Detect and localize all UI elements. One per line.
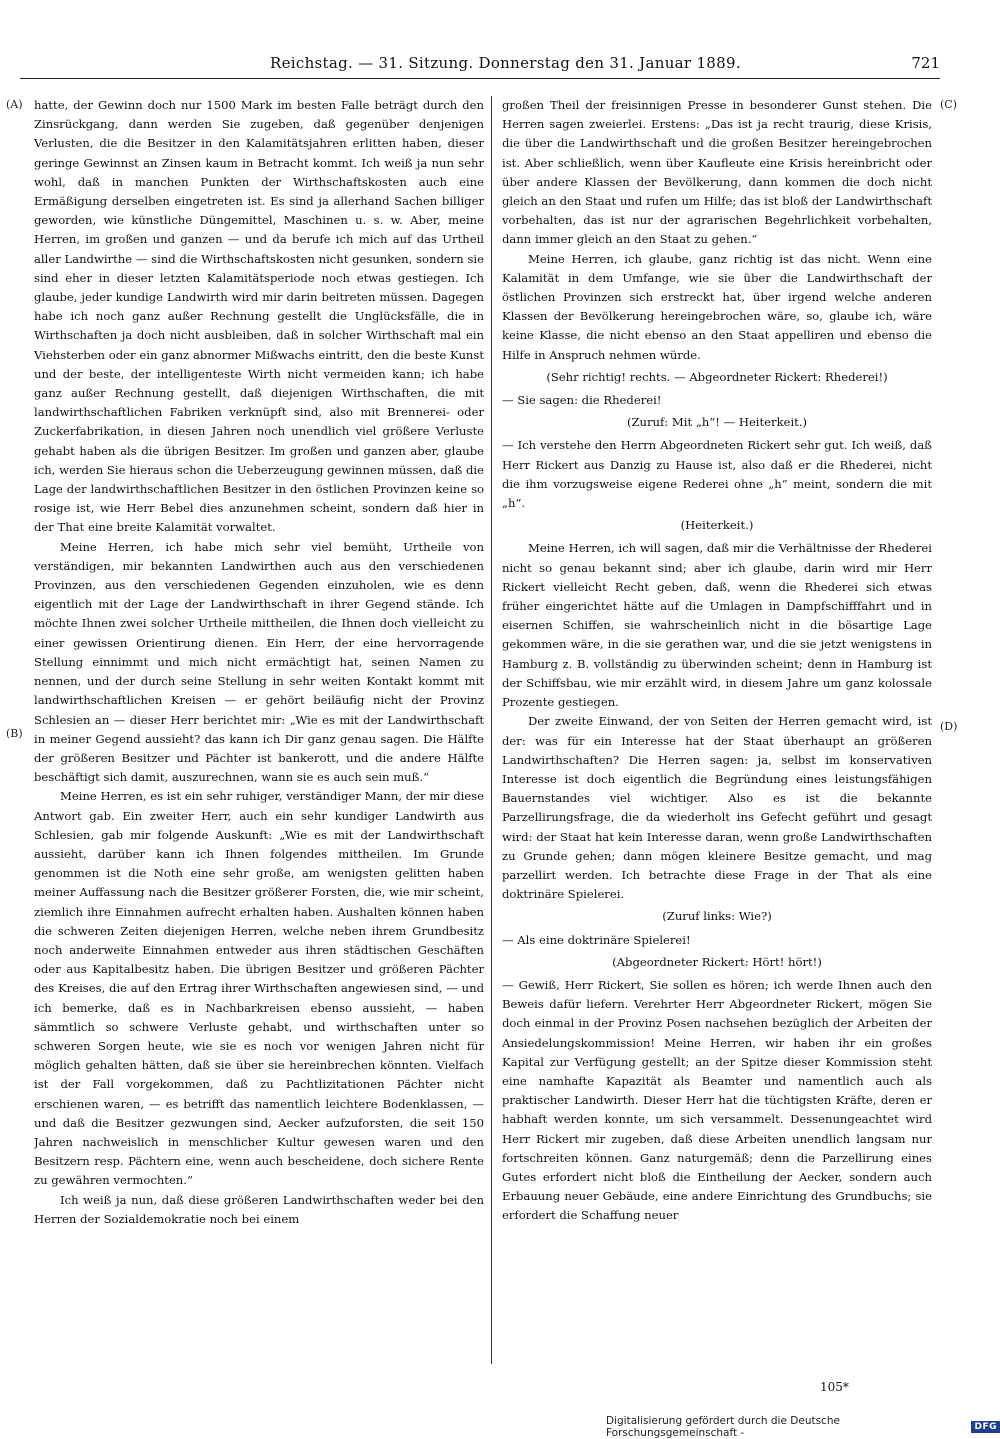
interjection: (Heiterkeit.) [680,518,754,533]
paragraph: Meine Herren, es ist ein sehr ruhiger, verständiger Mann, der mir diese Antwort gab. Ein zweiter Herr, auch ein sehr kundiger Landwirth aus Schlesien, gab mir folgende Auskunft: „Wie es mit der Landwirthschaft aussieht, darüber kann ich Ihnen folgendes mittheilen. Im Grunde genommen ist die Noth eine sehr große, am wenigsten gelitten haben meiner Auffassung nach die Besitzer größerer Forsten, die, wie mir scheint, ziemlich ihre Einnahmen aufrecht erhalten haben. Aushalten können haben die schweren Zeiten diejenigen Herren, welche neben ihrem Grundbesitz noch anderweite Einnahmen entweder aus ihren städtischen Geschäften oder aus Kapitalbesitz haben. Die übrigen Besitzer und größeren Pächter des Kreises, die auf den Ertrag ihrer Wirthschaften angewiesen sind, — und ich bemerke, daß es in Nachbarkreisen ebenso aussieht, — haben sämmtlich so schwere Verluste gehabt, und wirthschaften unter so schweren Sorgen heute, wie sie es noch vor wenigen Jahren nicht für möglich gehalten hätten, daß sie über sie hereinbrechen könnten. Vielfach ist der Fall vorgekommen, daß zu Pachtlizitationen Pächter nicht erschienen waren, — es betrifft das namentlich leichtere Bodenklassen, — und daß die Besitzer gezwungen sind, Aecker aufzuforsten, die seit 150 Jahren nachweislich in menschlicher Kultur gewesen waren und den Besitzern resp. Pächtern eine, wenn auch bescheidene, doch sichere Rente zu gewähren vermochten.“ [34,789,484,1188]
margin-marker-c: (C) [940,98,957,111]
right-column [502,96,932,1366]
signature-mark: 105* [820,1380,849,1394]
paragraph: — Gewiß, Herr Rickert, Sie sollen es hören; ich werde Ihnen auch den Beweis dafür liefern. Verehrter Herr Abgeordneter Rickert, mögen Sie doch einmal in der Provinz Posen nachsehen bezüglich der Arbeiten der Ansiedelungskommission! Meine Herren, wir haben ihr ein großes Kapital zur Verfügung gestellt; an der Spitze dieser Kommission steht eine namhafte Kapazität als Beamter und namentlich auch als praktischer Landwirth. Dieser Herr hat die tüchtigsten Kräfte, deren er habhaft werden konnte, um sich versammelt. Dessenungeachtet wird Herr Rickert mir zugeben, daß diese Arbeiten unendlich langsam nur fortschreiten können. Ganz naturgemäß; denn die Parzellirung eines Gutes erfordert nicht bloß die Eintheilung der Aecker, sondern auch Erbauung neuer Gebäude, eine andere Einrichtung des Grundbuchs; sie erfordert die Schaffung neuer [502,977,932,1223]
dfg-logo: DFG [971,1421,1000,1433]
paragraph: — Ich verstehe den Herrn Abgeordneten Rickert sehr gut. Ich weiß, daß Herr Rickert aus Danzig zu Hause ist, also daß er die Rhederei, nicht die ihm vorzugsweise eigene Rederei ohne „h“ meint, sondern die mit „h“. [502,438,932,511]
paragraph: Meine Herren, ich glaube, ganz richtig ist das nicht. Wenn eine Kalamität in dem Umfange, wie sie über die Landwirthschaft der östlichen Provinzen sich erstreckt hat, über irgend welche anderen Klassen der Bevölkerung hereingebrochen wäre, so, glaube ich, wäre keine Klasse, die nicht ebenso an den Staat appelliren und ebenso die Hilfe in Anspruch nehmen würde. [502,251,932,362]
interjection: (Zuruf: Mit „h“! — Heiterkeit.) [626,415,808,430]
paragraph: — Als eine doktrinäre Spielerei! [502,932,691,947]
margin-marker-a: (A) [6,98,23,111]
paragraph: Meine Herren, ich will sagen, daß mir die Verhältnisse der Rhederei nicht so genau bekannt sind; aber ich glaube, darin wird mir Herr Rickert vielleicht Recht geben, daß, wenn die Rhederei sich etwas früher eingerichtet hätte auf die Umlagen in Dampfschifffahrt und in eisernen Schiffen, sie wahrscheinlich nicht in die bösartige Lage gekommen wäre, in die sie gerathen war, und die sie jetzt wenigstens in Hamburg z. B. vollständig zu überwinden scheint; denn in Hamburg ist der Schiffsbau, wie mir erzählt wird, in diesem Jahre um ganz kolossale Prozente gestiegen. [502,541,932,710]
left-column [34,96,484,1348]
column-divider [491,96,492,1364]
credit-text: Digitalisierung gefördert durch die Deutsche Forschungsgemeinschaft - [606,1415,840,1439]
paragraph: Ich weiß ja nun, daß diese größeren Landwirthschaften weder bei den Herren der Sozialdemokratie noch bei einem [34,1192,484,1226]
page-number: 721 [911,54,940,72]
digitization-credit [606,1415,1000,1439]
interjection: (Zuruf links: Wie?) [662,909,772,924]
paragraph: hatte, der Gewinn doch nur 1500 Mark im besten Falle beträgt durch den Zinsrückgang, dann werden Sie zugeben, daß gegenüber denjenigen Verlusten, die die Besitzer in den Kalamitätsjahren erlitten haben, dieser geringe Gewinnst an Zinsen kaum in Betracht kommt. Ich weiß ja nun sehr wohl, daß in manchen Punkten der Wirthschaftskosten auch eine Ermäßigung derselben eingetreten ist. Es sind ja allerhand Sachen billiger geworden, wie künstliche Düngemittel, Maschinen u. s. w. Aber, meine Herren, im großen und ganzen — und da berufe ich mich auf das Urtheil aller Landwirthe — sind die Wirthschaftskosten nicht gesunken, sondern sie sind eher in dieser letzten Kalamitätsperiode noch etwas gestiegen. Ich glaube, jeder kundige Landwirth wird mir darin beitreten müssen. Dagegen habe ich noch ganz außer Rechnung gestellt die Unglücksfälle, die in Wirthschaften ja doch nicht ausbleiben, daß in solcher Wirthschaft mal ein Viehsterben oder ein ganz abnormer Mißwachs eintritt, den die beste Kunst und der beste, der intelligenteste Wirth nicht vermeiden kann; ich habe ganz außer Rechnung gestellt, daß diejenigen Wirthschaften, die mit landwirthschaftlichen Fabriken verknüpft sind, also mit Brennerei- oder Zuckerfabrikation, in diesen Jahren noch unendlich viel größere Verluste gehabt haben als die übrigen Besitzer. Im großen und ganzen aber, glaube ich, werden Sie hieraus schon die Ueberzeugung gewinnen müssen, daß die Lage der landwirthschaftlichen Besitzer in den östlichen Provinzen keine so rosige ist, wie Herr Bebel dies anzunehmen scheint, sondern daß hier in der That eine breite Kalamität vorwaltet. [34,98,484,535]
interjection: (Sehr richtig! rechts. — Abgeordneter Rickert: Rhederei!) [546,369,888,384]
margin-marker-d: (D) [940,720,958,733]
paragraph: großen Theil der freisinnigen Presse in besonderer Gunst stehen. Die Herren sagen zweierlei. Erstens: „Das ist ja recht traurig, diese Krisis, die über die Landwirthschaft und die großen Besitzer hereingebrochen ist. Aber schließlich, wenn über Kaufleute eine Krisis hereinbricht oder über andere Klassen der Bevölkerung, dann kommen die doch nicht gleich an den Staat und rufen um Hilfe; das ist bloß der Landwirthschaft vorbehalten, das ist nur der agrarischen Begehrlichkeit vorbehalten, dann immer gleich an den Staat zu gehen.“ [502,98,932,247]
interjection: (Abgeordneter Rickert: Hört! hört!) [612,954,822,969]
paragraph: — Sie sagen: die Rhederei! [502,393,662,408]
header-title: Reichstag. — 31. Sitzung. Donnerstag den 31. Januar 1889. [270,54,741,72]
margin-marker-b: (B) [6,727,23,740]
page-header [20,48,940,79]
paragraph: Meine Herren, ich habe mich sehr viel bemüht, Urtheile von verständigen, mir bekannten Landwirthen auch aus den verschiedenen Provinzen, aus den verschiedenen Gegenden einzuholen, wie es denn eigentlich mit der Lage der Landwirthschaft in ihrer Gegend stände. Ich möchte Ihnen zwei solcher Urtheile mittheilen, die Ihnen doch vielleicht zu einer gewissen Orientirung dienen. Ein Herr, der eine hervorragende Stellung einnimmt und mich nicht ermächtigt hat, seinen Namen zu nennen, und der durch seine Stellung in sehr weiten Kontakt kommt mit landwirthschaftlichen Kreisen — er gehört beiläufig nicht der Provinz Schlesien an — dieser Herr berichtet mir: „Wie es mit der Landwirthschaft in meiner Gegend aussieht? das kann ich Dir ganz genau sagen. Die Hälfte der größeren Besitzer und Pächter ist bankerott, und die andere Hälfte beschäftigt sich damit, auszurechnen, wann sie es auch sein muß.“ [34,539,484,785]
paragraph: Der zweite Einwand, der von Seiten der Herren gemacht wird, ist der: was für ein Interesse hat der Staat überhaupt an größeren Landwirthschaften? Die Herren sagen: ja, selbst im konservativen Interesse ist doch eigentlich die Begründung eines leistungsfähigen Bauernstandes viel wichtiger. Also es ist die bekannte Parzellirungsfrage, die da wiederholt ins Gefecht geführt und gesagt wird: der Staat hat kein Interesse daran, wenn große Landwirthschaften zu Grunde gehen; dann mögen kleinere Besitze gemacht, und mag parzellirt werden. Ich betrachte diese Frage in der That als eine doktrinäre Spielerei. [502,714,932,902]
